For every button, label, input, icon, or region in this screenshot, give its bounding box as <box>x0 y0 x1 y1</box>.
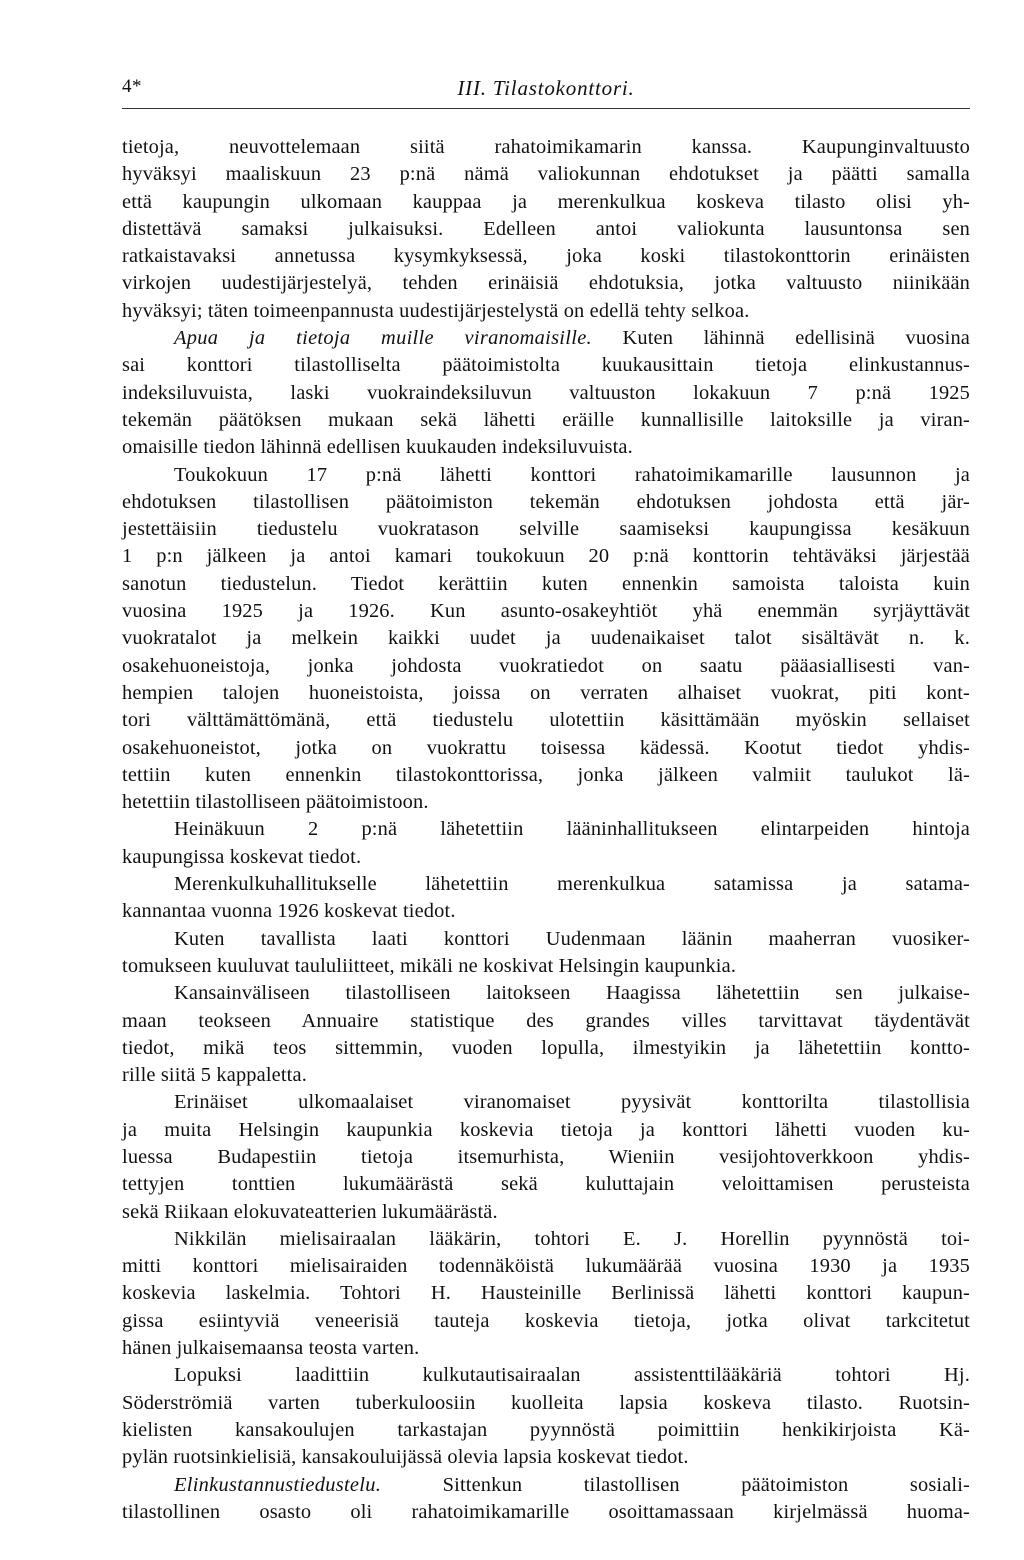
text-line <box>122 1472 970 1499</box>
text-line: gissa esiintyviä veneerisiä tauteja koskevia tietoja, jotka olivat tarkcitetut <box>122 1309 970 1332</box>
text-line: virkojen uudestijärjestelyä, tehden erinäisiä ehdotuksia, jotka valtuusto niinikään <box>122 272 970 295</box>
text-line: vuokratalot ja melkein kaikki uudet ja uudenaikaiset talot sisältävät n. k. <box>122 627 970 650</box>
page-header <box>122 74 970 109</box>
paragraph <box>122 1472 970 1527</box>
text-line: osakehuoneistoja, jonka johdosta vuokratiedot on saatu pääasiallisesti van- <box>122 654 970 677</box>
text-line: hetettiin tilastolliseen päätoimistoon. <box>122 791 429 814</box>
section-heading: Elinkustannustiedustelu. <box>174 1473 382 1496</box>
page-number: 4* <box>122 76 142 97</box>
text-line: osakehuoneistot, jotka on vuokrattu toisessa kädessä. Kootut tiedot yhdis- <box>122 736 970 759</box>
text-line: ja muita Helsingin kaupunkia koskevia tietoja ja konttori lähetti vuoden ku- <box>122 1118 970 1141</box>
text-line: mitti konttori mielisairaiden todennäköistä lukumäärää vuosina 1930 ja 1935 <box>122 1255 970 1278</box>
text-line: ehdotuksen tilastollisen päätoimiston tekemän ehdotuksen johdosta että jär- <box>122 490 970 513</box>
text-line: distettävä samaksi julkaisuksi. Edelleen antoi valiokunta lausuntonsa sen <box>122 217 970 240</box>
paragraph <box>122 1362 970 1471</box>
paragraph <box>122 1089 970 1225</box>
text-line: että kaupungin ulkomaan kauppaa ja merenkulkua koskeva tilasto olisi yh- <box>122 190 970 213</box>
text-line: tekemän päätöksen mukaan sekä lähetti eräille kunnallisille laitoksille ja viran- <box>122 408 970 431</box>
text-line: rille siitä 5 kappaletta. <box>122 1064 307 1087</box>
text-line: ratkaistavaksi annetussa kysymkyksessä, joka koski tilastokonttorin erinäisten <box>122 245 970 268</box>
text-line: Söderströmiä varten tuberkuloosiin kuolleita lapsia koskeva tilasto. Ruotsin- <box>122 1391 970 1414</box>
text-line: Heinäkuun 2 p:nä lähetettiin lääninhallitukseen elintarpeiden hintoja <box>174 818 970 841</box>
text-line: sanotun tiedustelun. Tiedot kerättiin kuten ennenkin samoista taloista kuin <box>122 572 970 595</box>
text-line: tomukseen kuuluvat taululiitteet, mikäli ne koskivat Helsingin kaupunkia. <box>122 954 737 977</box>
text-line: kaupungissa koskevat tiedot. <box>122 845 362 868</box>
paragraph <box>122 816 970 871</box>
paragraph <box>122 462 970 817</box>
text-line: tettyjen tonttien lukumäärästä sekä kuluttajain veloittamisen perusteista <box>122 1173 970 1196</box>
paragraph <box>122 1226 970 1362</box>
text-line: tiedot, mikä teos sittemmin, vuoden lopulla, ilmestyikin ja lähetettiin kontto- <box>122 1036 970 1059</box>
text-line: luessa Budapestiin tietoja itsemurhista, Wieniin vesijohtoverkkoon yhdis- <box>122 1145 970 1168</box>
text-line: tilastollinen osasto oli rahatoimikamarille osoittamassaan kirjelmässä huoma- <box>122 1500 970 1523</box>
body-text <box>122 134 970 1526</box>
text-line: hänen julkaisemaansa teosta varten. <box>122 1337 420 1360</box>
text-line: Nikkilän mielisairaalan lääkärin, tohtori E. J. Horellin pyynnöstä toi- <box>174 1227 970 1250</box>
running-title: III. Tilastokonttori. <box>457 76 635 100</box>
text-line: hyväksyi maaliskuun 23 p:nä nämä valiokunnan ehdotukset ja päätti samalla <box>122 163 970 186</box>
text-line: Kuten tavallista laati konttori Uudenmaan läänin maaherran vuosiker- <box>174 927 970 950</box>
text-run: Kuten lähinnä edellisinä vuosina <box>591 327 970 350</box>
paragraph <box>122 871 970 926</box>
text-line: kielisten kansakoulujen tarkastajan pyynnöstä poimittiin henkikirjoista Kä- <box>122 1418 970 1441</box>
text-line: Kansainväliseen tilastolliseen laitokseen Haagissa lähetettiin sen julkaise- <box>174 982 970 1005</box>
text-line: maan teokseen Annuaire statistique des grandes villes tarvittavat täydentävät <box>122 1009 970 1032</box>
text-line: tori välttämättömänä, että tiedustelu ulotettiin käsittämään myöskin sellaiset <box>122 709 970 732</box>
text-line: tettiin kuten ennenkin tilastokonttorissa, jonka jälkeen valmiit taulukot lä- <box>122 763 970 786</box>
text-line: Lopuksi laadittiin kulkutautisairaalan assistenttilääkäriä tohtori Hj. <box>174 1364 970 1387</box>
text-line: koskevia laskelmia. Tohtori H. Hausteinille Berlinissä lähetti konttori kaupun- <box>122 1282 970 1305</box>
text-line: sai konttori tilastolliselta päätoimistolta kuukausittain tietoja elinkustannus- <box>122 354 970 377</box>
text-line <box>122 325 970 352</box>
text-line: sekä Riikaan elokuvateatterien lukumäärästä. <box>122 1200 498 1223</box>
text-line: omaisille tiedon lähinnä edellisen kuukauden indeksiluvuista. <box>122 436 633 459</box>
text-line: indeksiluvuista, laski vuokraindeksiluvun valtuuston lokakuun 7 p:nä 1925 <box>122 381 970 404</box>
text-line: Erinäiset ulkomaalaiset viranomaiset pyysivät konttorilta tilastollisia <box>174 1091 970 1114</box>
paragraph <box>122 134 970 325</box>
text-line: jestettäisiin tiedustelu vuokratason selville saamiseksi kaupungissa kesäkuun <box>122 518 970 541</box>
text-line: vuosina 1925 ja 1926. Kun asunto-osakeyhtiöt yhä enemmän syrjäyttävät <box>122 600 970 623</box>
text-line: Merenkulkuhallitukselle lähetettiin merenkulkua satamissa ja satama- <box>174 873 970 896</box>
text-line: Toukokuun 17 p:nä lähetti konttori rahatoimikamarille lausunnon ja <box>174 463 970 486</box>
section-heading: Apua ja tietoja muille viranomaisille. <box>174 327 592 350</box>
paragraph <box>122 980 970 1089</box>
paragraph <box>122 325 970 461</box>
text-line: hyväksyi; täten toimeenpannusta uudestijärjestelystä on edellä tehty selkoa. <box>122 299 750 322</box>
text-run: Sittenkun tilastollisen päätoimiston sosiali- <box>381 1473 970 1496</box>
text-line: hempien talojen huoneistoista, joissa on verraten alhaiset vuokrat, piti kont- <box>122 681 970 704</box>
text-line: 1 p:n jälkeen ja antoi kamari toukokuun 20 p:nä konttorin tehtäväksi järjestää <box>122 545 970 568</box>
paragraph <box>122 926 970 981</box>
text-line: tietoja, neuvottelemaan siitä rahatoimikamarin kanssa. Kaupunginvaltuusto <box>122 136 970 158</box>
text-line: kannantaa vuonna 1926 koskevat tiedot. <box>122 900 456 923</box>
text-line: pylän ruotsinkielisiä, kansakouluijässä olevia lapsia koskevat tiedot. <box>122 1446 689 1469</box>
